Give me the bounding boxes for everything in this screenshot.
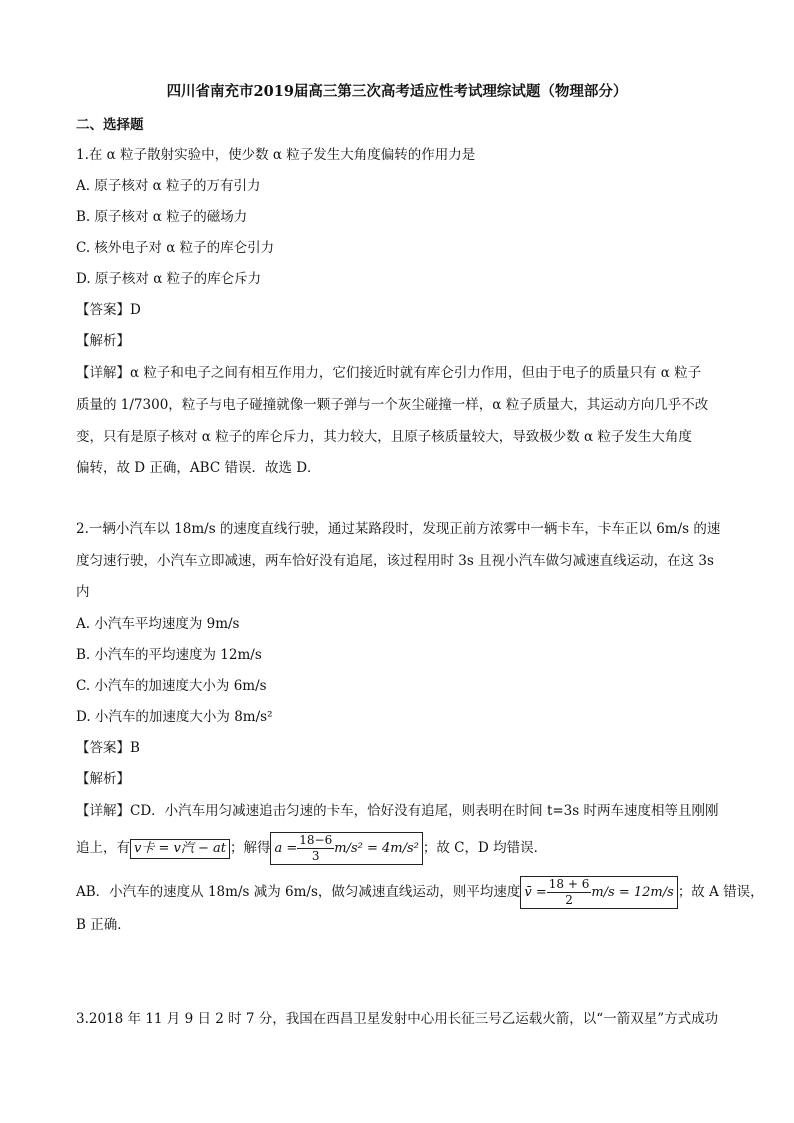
q2-option-c: C. 小汽车的加速度大小为 6m/s (76, 678, 267, 694)
equation-velocity: v卡 = v汽 − at (130, 839, 230, 859)
fraction-denominator: 3 (311, 849, 320, 863)
q1-option-b: B. 原子核对 α 粒子的磁场力 (76, 209, 248, 225)
q1-answer: 【答案】D (76, 302, 141, 318)
q2-option-a: A. 小汽车平均速度为 9m/s (76, 616, 240, 632)
q1-option-c: C. 核外电子对 α 粒子的库仑引力 (76, 240, 275, 256)
q2-detail-equation-line (76, 832, 547, 865)
fraction-numerator: 18−6 (299, 833, 333, 847)
q1-detail-line: 质量的 1/7300，粒子与电子碰撞就像一颗子弹与一个灰尘碰撞一样，α 粒子质量大，其运动方向几乎不改 (76, 397, 709, 413)
fraction (297, 833, 334, 864)
q2-option-d: D. 小汽车的加速度大小为 8m/s² (76, 709, 273, 725)
q2-text: 追上，有 (76, 840, 130, 856)
fraction-numerator: 18 + 6 (548, 877, 590, 891)
section-heading: 二、选择题 (76, 117, 144, 133)
q2-text: ；故 C，D 均错误． (422, 840, 548, 856)
q2-text: AB．小汽车的速度从 18m/s 减为 6m/s，做匀减速直线运动，则平均速度 (76, 884, 521, 900)
q1-detail-line: 【详解】α 粒子和电子之间有相互作用力，它们接近时就有库仑引力作用，但由于电子的质量只有 α 粒子 (76, 365, 702, 381)
q2-detail-line: B 正确． (76, 917, 131, 933)
eq-prefix: a = (274, 841, 298, 856)
eq-prefix: v̄ = (524, 885, 547, 900)
q2-text: ；故 A 错误， (677, 884, 764, 900)
fraction (547, 877, 592, 908)
q2-detail-line: 【详解】CD．小汽车用匀减速追击匀速的卡车，恰好没有追尾，则表明在时间 t=3s 时两车速度相等且刚刚 (76, 803, 719, 819)
q2-option-b: B. 小汽车的平均速度为 12m/s (76, 647, 262, 663)
q2-detail-equation-line (76, 876, 764, 909)
q1-stem: 1.在 α 粒子散射实验中，使少数 α 粒子发生大角度偏转的作用力是 (76, 147, 476, 163)
q2-text: ；解得 (229, 840, 271, 856)
q2-stem-line: 度匀速行驶，小汽车立即减速，两车恰好没有追尾，该过程用时 3s 且视小汽车做匀减速直线运动，在这 3s (76, 553, 714, 569)
q1-option-d: D. 原子核对 α 粒子的库仑斥力 (76, 271, 262, 287)
q2-stem-line: 2.一辆小汽车以 18m/s 的速度直线行驶，通过某路段时，发现正前方浓雾中一辆卡车，卡车正以 6m/s 的速 (76, 521, 721, 537)
eq-suffix: m/s² = 4m/s² (334, 841, 419, 856)
document-title: 四川省南充市2019届高三第三次高考适应性考试理综试题（物理部分） (166, 83, 628, 100)
equation-acceleration (270, 832, 422, 865)
fraction-denominator: 2 (565, 893, 573, 907)
q1-detail-line: 偏转，故 D 正确，ABC 错误．故选 D． (76, 460, 321, 476)
eq-suffix: m/s = 12m/s (591, 885, 674, 900)
q2-stem-line: 内 (76, 584, 90, 600)
q1-option-a: A. 原子核对 α 粒子的万有引力 (76, 178, 261, 194)
q3-stem: 3.2018 年 11 月 9 日 2 时 7 分，我国在西昌卫星发射中心用长征三号乙运载火箭，以“一箭双星”方式成功 (76, 1011, 719, 1027)
q2-analysis-label: 【解析】 (76, 771, 130, 787)
equation-average-velocity (520, 876, 677, 909)
q1-analysis-label: 【解析】 (76, 333, 130, 349)
q2-answer: 【答案】B (76, 740, 140, 756)
q1-detail-line: 变，只有是原子核对 α 粒子的库仑斥力，其力较大，且原子核质量较大，导致极少数 α 粒子发生大角度 (76, 429, 692, 445)
